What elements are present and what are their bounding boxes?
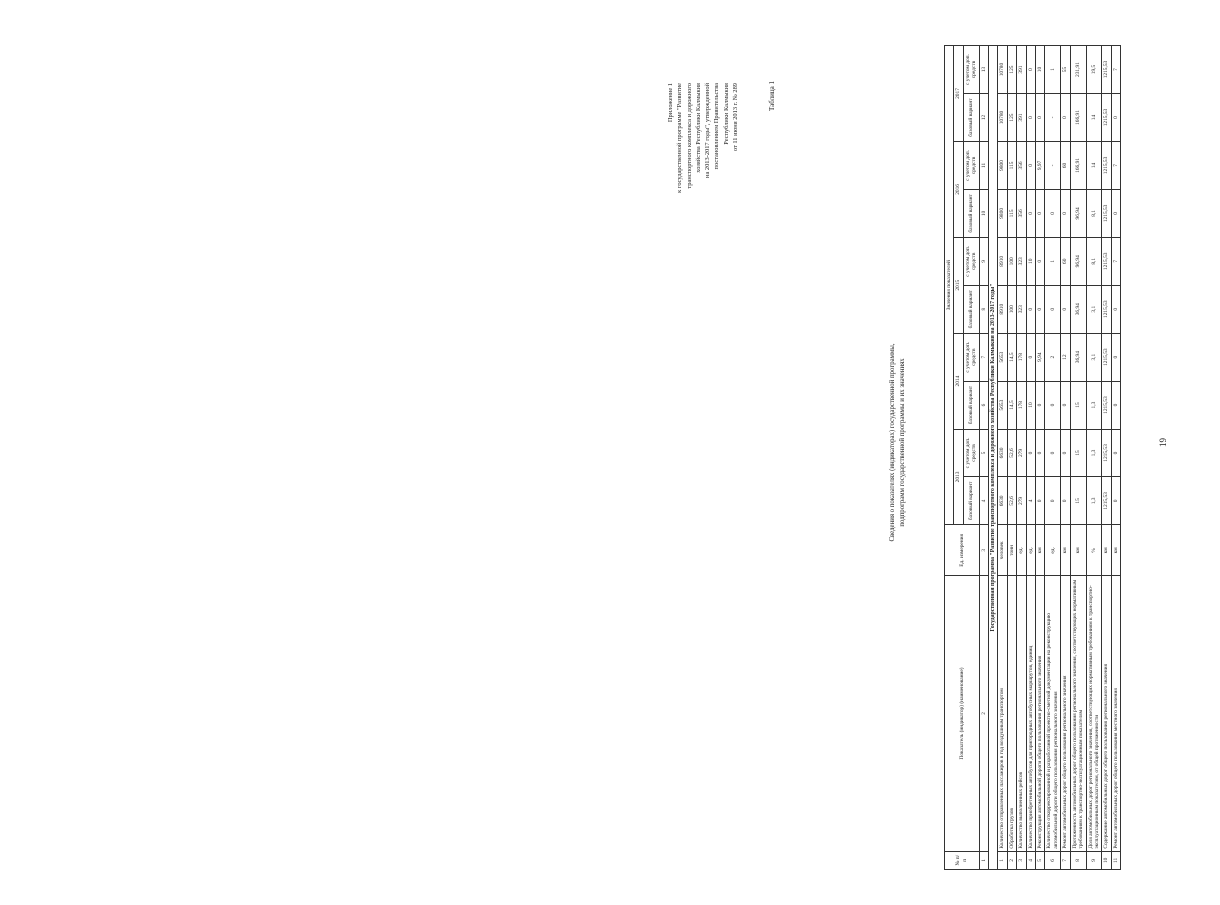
value-cell: 52,6 — [1007, 429, 1016, 477]
indicator-name-cell: Содержание автомобильных дорог общего пользования регионального значения — [1102, 576, 1111, 851]
value-cell: 15 — [1070, 477, 1086, 525]
value-cell: 8910 — [998, 237, 1007, 285]
table-row — [1007, 46, 1016, 870]
value-cell: 15 — [1070, 381, 1086, 429]
value-cell: 1,3 — [1086, 477, 1102, 525]
value-cell: - — [1045, 141, 1061, 189]
appendix-line: хозяйства Республики Калмыкия — [694, 83, 702, 173]
value-cell: 178 — [1017, 381, 1026, 429]
row-number-cell: 6 — [1045, 851, 1061, 869]
unit-cell: км — [1102, 525, 1111, 576]
value-cell: 10780 — [998, 94, 1007, 142]
value-cell: 5653 — [998, 333, 1007, 381]
title-line-1: Сведения о показателях (индикаторах) государственной программы, — [889, 343, 896, 542]
row-number-cell: 7 — [1061, 851, 1070, 869]
indicator-name-cell: Ремонт автомобильных дорог общего пользования регионального значения — [1061, 576, 1070, 851]
unit-cell: человек — [998, 525, 1007, 576]
value-cell: 0 — [1026, 189, 1035, 237]
indicator-name-cell: Обработка грузов — [1007, 576, 1016, 851]
header-with-funds: с учетом доп. средств — [963, 141, 979, 189]
row-number-cell: 3 — [1017, 851, 1026, 869]
header-unit: Ед. измерения — [945, 525, 980, 576]
table-label: Таблица 1 — [768, 81, 776, 111]
value-cell: 0 — [1045, 477, 1061, 525]
header-num: № п/п — [945, 851, 980, 869]
unit-cell: ед. — [1026, 525, 1035, 576]
value-cell: 8910 — [998, 285, 1007, 333]
unit-cell: ед. — [1045, 525, 1061, 576]
header-year: 2015 — [954, 237, 963, 333]
value-cell: 231,91 — [1070, 46, 1086, 94]
header-base: базовый вариант — [963, 189, 979, 237]
value-cell: 1,3 — [1086, 429, 1102, 477]
value-cell: 0 — [1026, 94, 1035, 142]
value-cell: 0 — [1045, 429, 1061, 477]
value-cell: 0 — [1026, 46, 1035, 94]
value-cell: 7 — [1111, 141, 1120, 189]
value-cell: 0 — [1026, 429, 1035, 477]
value-cell: 0 — [1111, 94, 1120, 142]
value-cell: 0 — [1036, 237, 1045, 285]
appendix-line: на 2013-2017 годы", утвержденной — [704, 83, 712, 178]
value-cell: 2 — [1045, 333, 1061, 381]
column-number: 10 — [979, 189, 988, 237]
column-number: 7 — [979, 333, 988, 381]
table-row — [1111, 46, 1120, 870]
value-cell: 14,5 — [1007, 333, 1016, 381]
header-values-group: Значения показателей — [945, 46, 954, 525]
value-cell: 1215,53 — [1102, 237, 1111, 285]
value-cell: 100 — [1007, 285, 1016, 333]
value-cell: 0 — [1111, 429, 1120, 477]
section-title: Государственная программа "Развитие транспортного комплекса и дорожного хозяйства Республики Калмыкия на 2013-2017 годы" — [989, 46, 998, 870]
value-cell: 323 — [1017, 285, 1026, 333]
value-cell: 14,5 — [1007, 381, 1016, 429]
value-cell: 0 — [1026, 141, 1035, 189]
value-cell: 10 — [1026, 237, 1035, 285]
value-cell: 14 — [1086, 141, 1102, 189]
value-cell: 14 — [1086, 94, 1102, 142]
value-cell: 0 — [1036, 189, 1045, 237]
indicator-name-cell: Количество отправленных пассажиров в год воздушным транспортом — [998, 576, 1007, 851]
header-year: 2014 — [954, 333, 963, 429]
column-number: 5 — [979, 429, 988, 477]
appendix-line: постановлением Правительства — [713, 83, 721, 170]
unit-cell: % — [1086, 525, 1102, 576]
value-cell: 1215,53 — [1102, 477, 1111, 525]
column-number: 4 — [979, 477, 988, 525]
value-cell: 60 — [1061, 141, 1070, 189]
unit-cell: тонн — [1007, 525, 1016, 576]
value-cell: 3,1 — [1086, 285, 1102, 333]
value-cell: 36,94 — [1070, 333, 1086, 381]
value-cell: 166,91 — [1070, 94, 1086, 142]
value-cell: 0 — [1026, 333, 1035, 381]
value-cell: 5653 — [998, 381, 1007, 429]
value-cell: 0 — [1061, 189, 1070, 237]
column-number-row — [979, 46, 988, 870]
value-cell: 1215,53 — [1102, 429, 1111, 477]
value-cell: 0 — [1111, 189, 1120, 237]
table-row — [998, 46, 1007, 870]
column-number: 3 — [979, 525, 988, 576]
value-cell: 0 — [1026, 285, 1035, 333]
header-year: 2016 — [954, 141, 963, 237]
indicator-name-cell: Количество приобретенных автобусов для пригородных автобусных маршрутов, единиц — [1026, 576, 1035, 851]
value-cell: 323 — [1017, 237, 1026, 285]
value-cell: 7 — [1111, 46, 1120, 94]
row-number-cell: 8 — [1070, 851, 1086, 869]
table-row — [1102, 46, 1111, 870]
value-cell: 0 — [1045, 285, 1061, 333]
value-cell: 391 — [1017, 94, 1026, 142]
appendix-line: Республики Калмыкия — [722, 83, 730, 145]
column-number: 9 — [979, 237, 988, 285]
value-cell: 0 — [1036, 94, 1045, 142]
value-cell: 1 — [1045, 46, 1061, 94]
table-row — [1070, 46, 1086, 870]
value-cell: 0 — [1061, 477, 1070, 525]
value-cell: 356 — [1017, 141, 1026, 189]
table-row — [1036, 46, 1045, 870]
value-cell: 100 — [1007, 237, 1016, 285]
value-cell: 1,3 — [1086, 381, 1102, 429]
value-cell: 55 — [1061, 46, 1070, 94]
value-cell: 9800 — [998, 189, 1007, 237]
table-row — [1026, 46, 1035, 870]
table-row — [1045, 46, 1061, 870]
value-cell: 0 — [1045, 189, 1061, 237]
unit-cell: км — [1061, 525, 1070, 576]
value-cell: 96,94 — [1070, 189, 1086, 237]
value-cell: 166,91 — [1070, 141, 1086, 189]
header-base: базовый вариант — [963, 94, 979, 142]
section-row — [989, 46, 998, 870]
value-cell: 0 — [1111, 333, 1120, 381]
value-cell: 0 — [1045, 381, 1061, 429]
header-base: базовый вариант — [963, 381, 979, 429]
unit-cell: км — [1111, 525, 1120, 576]
indicator-name-cell: Количество откорректированной и разработанной проектно-сметной документации на реконструкцию автомобильной дороги общего пользования регионального значения — [1045, 576, 1061, 851]
value-cell: 10780 — [998, 46, 1007, 94]
row-number-cell: 1 — [998, 851, 1007, 869]
header-year: 2017 — [954, 46, 963, 142]
value-cell: 356 — [1017, 189, 1026, 237]
column-number: 12 — [979, 94, 988, 142]
value-cell: 1215,53 — [1102, 381, 1111, 429]
value-cell: 0 — [1111, 477, 1120, 525]
value-cell: 1215,53 — [1102, 189, 1111, 237]
value-cell: 0 — [1036, 429, 1045, 477]
appendix-line: от 11 июня 2013 г. № 289 — [732, 83, 740, 152]
value-cell: 9800 — [998, 141, 1007, 189]
page-footer-number: 19 — [1158, 438, 1168, 447]
header-with-funds: с учетом доп. средств — [963, 46, 979, 94]
value-cell: 15 — [1070, 429, 1086, 477]
value-cell: 1215,53 — [1102, 46, 1111, 94]
value-cell: 1215,53 — [1102, 94, 1111, 142]
row-number-cell: 11 — [1111, 851, 1120, 869]
row-number-cell: 5 — [1036, 851, 1045, 869]
value-cell: 9,94 — [1036, 333, 1045, 381]
header-with-funds: с учетом доп. средств — [963, 429, 979, 477]
value-cell: 1215,53 — [1102, 333, 1111, 381]
header-year: 2013 — [954, 429, 963, 525]
value-cell: 1215,53 — [1102, 285, 1111, 333]
value-cell: 0 — [1036, 477, 1045, 525]
value-cell: 8,1 — [1086, 237, 1102, 285]
value-cell: 36,94 — [1070, 285, 1086, 333]
value-cell: 6630 — [998, 429, 1007, 477]
document-title — [888, 75, 907, 810]
value-cell: 60 — [1061, 237, 1070, 285]
value-cell: 12 — [1061, 333, 1070, 381]
unit-cell: км — [1070, 525, 1086, 576]
indicator-name-cell: Количество выполненных рейсов — [1017, 576, 1026, 851]
value-cell: 0 — [1036, 285, 1045, 333]
header-with-funds: с учетом доп. средств — [963, 333, 979, 381]
row-number-cell: 10 — [1102, 851, 1111, 869]
title-line-2: подпрограмм государственной программы и их значениях — [898, 358, 906, 527]
value-cell: 125 — [1007, 46, 1016, 94]
value-cell: 52,6 — [1007, 477, 1016, 525]
value-cell: 125 — [1007, 94, 1016, 142]
value-cell: 279 — [1017, 477, 1026, 525]
value-cell: - — [1045, 94, 1061, 142]
value-cell: 0 — [1061, 285, 1070, 333]
value-cell: 0 — [1061, 429, 1070, 477]
appendix-line: к государственной программе "Развитие — [676, 83, 684, 193]
unit-cell: км — [1036, 525, 1045, 576]
indicator-name-cell: Протяженность автомобильных дорог общего пользования регионального значения, соответствующих нормативным требованиям к транспортно-эксплуатационным показателям — [1070, 576, 1086, 851]
column-number: 6 — [979, 381, 988, 429]
table-row — [1061, 46, 1070, 870]
indicator-name-cell: Реконструкция автомобильной дороги общего пользования регионального значения — [1036, 576, 1045, 851]
value-cell: 0 — [1036, 381, 1045, 429]
value-cell: 6630 — [998, 477, 1007, 525]
row-number-cell: 9 — [1086, 851, 1102, 869]
value-cell: 178 — [1017, 333, 1026, 381]
table-row — [1017, 46, 1026, 870]
value-cell: 3,1 — [1086, 333, 1102, 381]
indicators-table — [944, 45, 1121, 870]
table-row — [1086, 46, 1102, 870]
row-number-cell: 2 — [1007, 851, 1016, 869]
value-cell: 1215,53 — [1102, 141, 1111, 189]
column-number: 1 — [979, 851, 988, 869]
column-number: 2 — [979, 576, 988, 851]
unit-cell: ед. — [1017, 525, 1026, 576]
value-cell: 1 — [1045, 237, 1061, 285]
value-cell: 7 — [1111, 237, 1120, 285]
value-cell: 279 — [1017, 429, 1026, 477]
column-number: 13 — [979, 46, 988, 94]
column-number: 11 — [979, 141, 988, 189]
value-cell: 19,5 — [1086, 46, 1102, 94]
document-sheet — [630, 15, 1220, 870]
appendix-line: Приложение 1 — [667, 83, 674, 123]
value-cell: 10 — [1036, 46, 1045, 94]
value-cell: 0 — [1111, 285, 1120, 333]
table-body — [989, 46, 1121, 870]
value-cell: 10 — [1026, 381, 1035, 429]
value-cell: 391 — [1017, 46, 1026, 94]
value-cell: 115 — [1007, 189, 1016, 237]
appendix-note — [666, 83, 740, 268]
value-cell: 0 — [1061, 94, 1070, 142]
value-cell: 96,94 — [1070, 237, 1086, 285]
row-number-cell: 4 — [1026, 851, 1035, 869]
value-cell: 0 — [1061, 381, 1070, 429]
indicator-name-cell: Доля автомобильных дорог регионального значения, соответствующих нормативным требованиям к транспортно-эксплуатационным показателям, от общей протяженности — [1086, 576, 1102, 851]
value-cell: 115 — [1007, 141, 1016, 189]
appendix-line: транспортного комплекса и дорожного — [685, 83, 693, 189]
indicator-name-cell: Ремонт автомобильных дорог общего пользования местного значения — [1111, 576, 1120, 851]
value-cell: 4 — [1026, 477, 1035, 525]
header-indicator: Показатель (индикатор) (наименование) — [945, 576, 980, 851]
column-number: 8 — [979, 285, 988, 333]
value-cell: 9,97 — [1036, 141, 1045, 189]
header-base: базовый вариант — [963, 477, 979, 525]
header-base: базовый вариант — [963, 285, 979, 333]
value-cell: 0 — [1111, 381, 1120, 429]
value-cell: 8,1 — [1086, 189, 1102, 237]
header-with-funds: с учетом доп. средств — [963, 237, 979, 285]
